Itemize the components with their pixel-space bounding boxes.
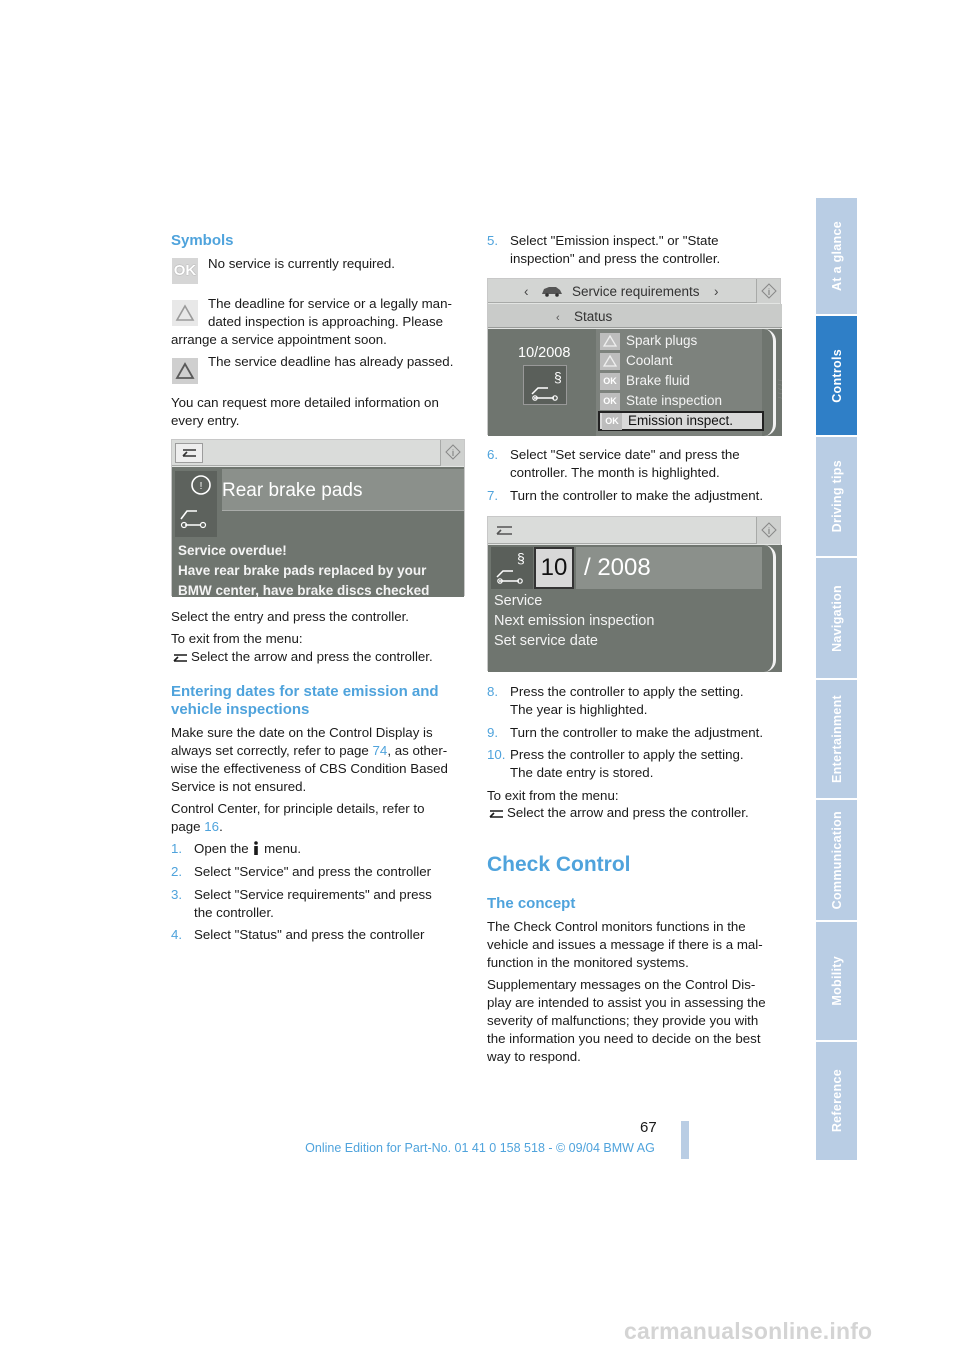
- svg-text:§: §: [554, 369, 562, 385]
- service-list-label: State inspection: [626, 393, 723, 408]
- service-list-item[interactable]: [598, 351, 764, 371]
- display-service-requirements: ‹ Service requirements › i ‹ Status 10/2008 § Spark plugs Coolant OK Brake fluid OK State inspection OK Emission inspect. / / / / /: [487, 278, 781, 435]
- screen3-line-3: Set service date: [494, 633, 598, 649]
- symbol-approach-text-1: The deadline for service or a legally man-: [208, 296, 452, 311]
- month-field[interactable]: 10: [534, 547, 574, 589]
- display-set-service-date: [487, 516, 781, 671]
- tab-at-a-glance[interactable]: At a glance: [816, 198, 857, 314]
- concept-heading: The concept: [487, 895, 576, 912]
- service-list: [598, 331, 766, 431]
- info-icon: [445, 444, 461, 460]
- control-center-text-2: page 16.: [171, 819, 223, 834]
- concept-text-2: vehicle and issues a message if there is a mal-: [487, 937, 763, 952]
- exit-arrow-text-2: Select the arrow and press the controller.: [507, 805, 749, 820]
- ok-icon: OK: [600, 393, 620, 410]
- service-icon: [523, 365, 567, 405]
- entering-heading-1: Entering dates for state emission and: [171, 683, 439, 700]
- service-list-label: Coolant: [626, 353, 673, 368]
- service-list-item[interactable]: [598, 331, 764, 351]
- display-rear-brake-pads: [171, 439, 465, 596]
- page-link-16[interactable]: 16: [204, 819, 220, 834]
- symbol-passed-text: The service deadline has already passed.: [208, 354, 454, 369]
- back-arrow-icon[interactable]: [175, 443, 203, 463]
- service-list-item[interactable]: [598, 411, 764, 431]
- ok-icon: OK: [602, 413, 622, 430]
- back-arrow-icon: [487, 807, 505, 825]
- screen-line-3: BMW center, have brake discs checked: [178, 583, 430, 598]
- make-sure-text-2: always set correctly, refer to page 74, as other-: [171, 743, 448, 758]
- svg-text:i: i: [452, 448, 454, 458]
- entering-heading-2: vehicle inspections: [171, 701, 310, 718]
- step-8: 8. Press the controller to apply the setting. The year is highlighted.: [487, 684, 744, 717]
- watermark: carmanualsonline.info: [624, 1318, 873, 1344]
- screen3-line-1: Service: [494, 593, 543, 609]
- make-sure-text-1: Make sure the date on the Control Display is: [171, 725, 433, 740]
- step-3: 3. Select "Service requirements" and press the controller.: [171, 887, 432, 920]
- service-list-item[interactable]: [598, 391, 764, 411]
- step-7: 7. Turn the controller to make the adjustment.: [487, 488, 764, 503]
- service-list-item[interactable]: [598, 371, 764, 391]
- page-number: 67: [640, 1119, 657, 1136]
- service-list-label: Emission inspect.: [628, 413, 734, 428]
- tab-driving-tips[interactable]: Driving tips: [816, 437, 857, 556]
- screen3-line-2: Next emission inspection: [494, 613, 655, 629]
- step-9: 9. Turn the controller to make the adjustment.: [487, 725, 764, 740]
- back-arrow-icon: [171, 651, 189, 669]
- tab-reference[interactable]: Reference: [816, 1042, 857, 1160]
- svg-text:§: §: [517, 550, 525, 566]
- supp-text-4: the information you need to decide on the best: [487, 1031, 761, 1046]
- svg-text:!: !: [199, 481, 203, 492]
- warning-triangle-icon: [600, 353, 620, 370]
- step-1: 1. Open the menu.: [171, 841, 302, 856]
- back-arrow-icon[interactable]: [494, 524, 514, 537]
- symbol-ok-text: No service is currently required.: [208, 256, 395, 271]
- section-tabs: [816, 198, 857, 1162]
- select-entry-text: Select the entry and press the controller.: [171, 609, 409, 624]
- ok-icon: OK: [172, 258, 198, 284]
- tab-controls[interactable]: Controls: [816, 316, 857, 435]
- service-list-label: Brake fluid: [626, 373, 690, 388]
- screen-top-label: Service requirements: [572, 284, 700, 299]
- make-sure-text-3: wise the effectiveness of CBS Condition Based: [171, 761, 448, 776]
- info-icon: [761, 522, 777, 538]
- concept-text-3: function in the monitored systems.: [487, 955, 689, 970]
- tab-navigation[interactable]: Navigation: [816, 558, 857, 678]
- screen-title: Rear brake pads: [222, 480, 363, 501]
- tab-mobility[interactable]: Mobility: [816, 922, 857, 1040]
- exit-arrow-text: Select the arrow and press the controller.: [191, 649, 433, 664]
- screen-line-2: Have rear brake pads replaced by your: [178, 563, 427, 578]
- info-icon: [761, 283, 777, 299]
- request-text-1: You can request more detailed information on: [171, 395, 439, 410]
- screen-line-1: Service overdue!: [178, 543, 287, 558]
- symbols-heading: Symbols: [171, 232, 234, 249]
- service-list-label: Spark plugs: [626, 333, 698, 348]
- page-link-74[interactable]: 74: [372, 743, 388, 758]
- step-2: 2. Select "Service" and press the controller: [171, 864, 432, 879]
- service-icon: [491, 547, 533, 589]
- symbol-approach-text-3: arrange a service appointment soon.: [171, 332, 387, 347]
- supp-text-2: play are intended to assist you in assessing the: [487, 995, 766, 1010]
- svg-text:i: i: [768, 526, 770, 536]
- exit-menu-text-2: To exit from the menu:: [487, 788, 619, 803]
- tab-entertainment[interactable]: Entertainment: [816, 680, 857, 798]
- warning-triangle-light-icon: [172, 300, 198, 326]
- make-sure-text-4: Service is not ensured.: [171, 779, 307, 794]
- screen-sub-label: Status: [574, 309, 613, 324]
- check-control-heading: Check Control: [487, 853, 631, 876]
- request-text-2: every entry.: [171, 413, 240, 428]
- supp-text-5: way to respond.: [487, 1049, 581, 1064]
- exit-menu-text: To exit from the menu:: [171, 631, 303, 646]
- tab-communication[interactable]: Communication: [816, 800, 857, 920]
- ok-icon: OK: [600, 373, 620, 390]
- edition-footer: Online Edition for Part-No. 01 41 0 158 518 - © 09/04 BMW AG: [305, 1141, 655, 1155]
- control-center-text-1: Control Center, for principle details, refer to: [171, 801, 425, 816]
- symbol-approach-text-2: dated inspection is approaching. Please: [208, 314, 444, 329]
- car-icon: [540, 285, 564, 297]
- step-6: 6. Select "Set service date" and press the controller. The month is highlighted.: [487, 447, 740, 480]
- date-label: 10/2008: [518, 345, 571, 361]
- supp-text-3: severity of malfunctions; they provide you with: [487, 1013, 759, 1028]
- supp-text-1: Supplementary messages on the Control Dis-: [487, 977, 756, 992]
- year-field[interactable]: / 2008: [584, 554, 651, 581]
- concept-text-1: The Check Control monitors functions in the: [487, 919, 746, 934]
- warning-triangle-dark-icon: [172, 358, 198, 384]
- step-10: 10. Press the controller to apply the setting. The date entry is stored.: [487, 747, 744, 780]
- step-4: 4. Select "Status" and press the controller: [171, 927, 425, 942]
- step-5: 5. Select "Emission inspect." or "State inspection" and press the controller.: [487, 233, 721, 266]
- brake-service-icon: [175, 471, 217, 537]
- warning-triangle-icon: [600, 333, 620, 350]
- svg-text:i: i: [768, 287, 770, 297]
